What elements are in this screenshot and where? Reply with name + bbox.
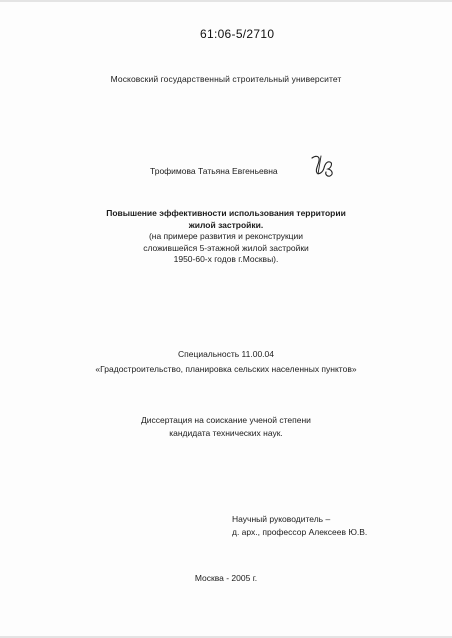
catalog-number: 61:06-5/2710: [200, 27, 275, 41]
subtitle-line-1: (на примере развития и реконструкции: [148, 231, 304, 241]
degree-line-2: кандидата технических наук.: [169, 428, 283, 438]
subtitle-line-3: 1950-60-х годов г.Москвы).: [173, 254, 279, 264]
city-year: Москва - 2005 г.: [194, 573, 258, 583]
specialty-block: [0, 347, 452, 377]
dissertation-title: [0, 208, 452, 266]
degree-line-1: Диссертация на соискание ученой степени: [141, 415, 311, 425]
title-line-2: жилой застройки.: [188, 219, 264, 230]
top-border: [0, 0, 452, 2]
author-name: Трофимова Татьяна Евгеньевна: [150, 166, 278, 176]
degree-block: [0, 414, 452, 440]
advisor-line-2: д. арх., профессор Алексеев Ю.В.: [232, 527, 368, 537]
subtitle-line-2: сложившейся 5-этажной жилой застройки: [143, 242, 309, 253]
author-signature: [309, 152, 337, 178]
title-line-1: Повышение эффективности использования территории: [106, 208, 346, 218]
advisor-line-1: Научный руководитель –: [232, 514, 331, 524]
advisor-block: [232, 513, 367, 539]
university-name: Московский государственный строительный университет: [110, 74, 342, 84]
specialty-name: «Градостроительство, планировка сельских населенных пунктов»: [95, 364, 357, 374]
specialty-label: Специальность 11.00.04: [177, 349, 274, 359]
